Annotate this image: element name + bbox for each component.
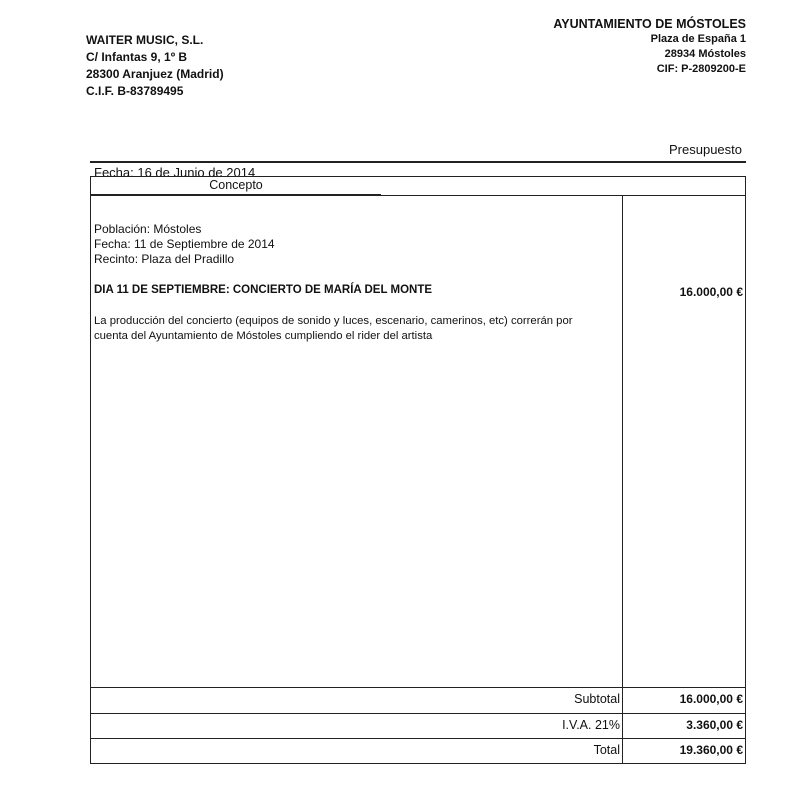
document-date: Fecha: 16 de Junio de 2014 [94, 165, 256, 180]
production-line: cuenta del Ayuntamiento de Móstoles cumpliendo el rider del artista [94, 330, 433, 342]
recipient-name: AYUNTAMIENTO DE MÓSTOLES [553, 17, 746, 31]
header-divider [90, 161, 746, 163]
iva-label: I.V.A. 21% [562, 718, 620, 732]
sender-cif: C.I.F. B-83789495 [86, 84, 184, 98]
budget-table [90, 176, 746, 764]
sender-city: 28300 Aranjuez (Madrid) [86, 67, 224, 81]
concept-header: Concepto [209, 178, 263, 192]
poblacion-line: Población: Móstoles [94, 222, 202, 236]
recipient-address: Plaza de España 1 [650, 33, 746, 45]
item-amount: 16.000,00 € [679, 285, 743, 299]
subtotal-label: Subtotal [574, 692, 620, 706]
item-title: DIA 11 DE SEPTIEMBRE: CONCIERTO DE MARÍA DEL MONTE [94, 284, 433, 296]
table-header-divider [91, 195, 745, 196]
sender-address: C/ Infantas 9, 1º B [86, 50, 188, 64]
sender-name: WAITER MUSIC, S.L. [86, 33, 204, 47]
sender-block [86, 32, 224, 100]
iva-value: 3.360,00 € [686, 718, 743, 732]
venue-line: Recinto: Plaza del Pradillo [94, 252, 235, 266]
subtotal-row [91, 688, 745, 710]
total-value: 19.360,00 € [679, 743, 743, 757]
document-type: Presupuesto [669, 142, 742, 157]
iva-row [91, 714, 745, 736]
concept-body [94, 222, 622, 344]
recipient-cif: CIF: P-2809200-E [656, 63, 746, 75]
production-line: La producción del concierto (equipos de sonido y luces, escenario, camerinos, etc) correrán por [94, 315, 573, 327]
production-note [94, 314, 622, 344]
recipient-city: 28934 Móstoles [664, 48, 746, 60]
amount-column-divider [622, 195, 623, 763]
total-row [91, 739, 745, 761]
recipient-block [553, 17, 746, 77]
event-date-line: Fecha: 11 de Septiembre de 2014 [94, 237, 275, 251]
subtotal-value: 16.000,00 € [679, 692, 743, 706]
total-label: Total [593, 743, 620, 757]
concept-header-underline [91, 194, 381, 195]
